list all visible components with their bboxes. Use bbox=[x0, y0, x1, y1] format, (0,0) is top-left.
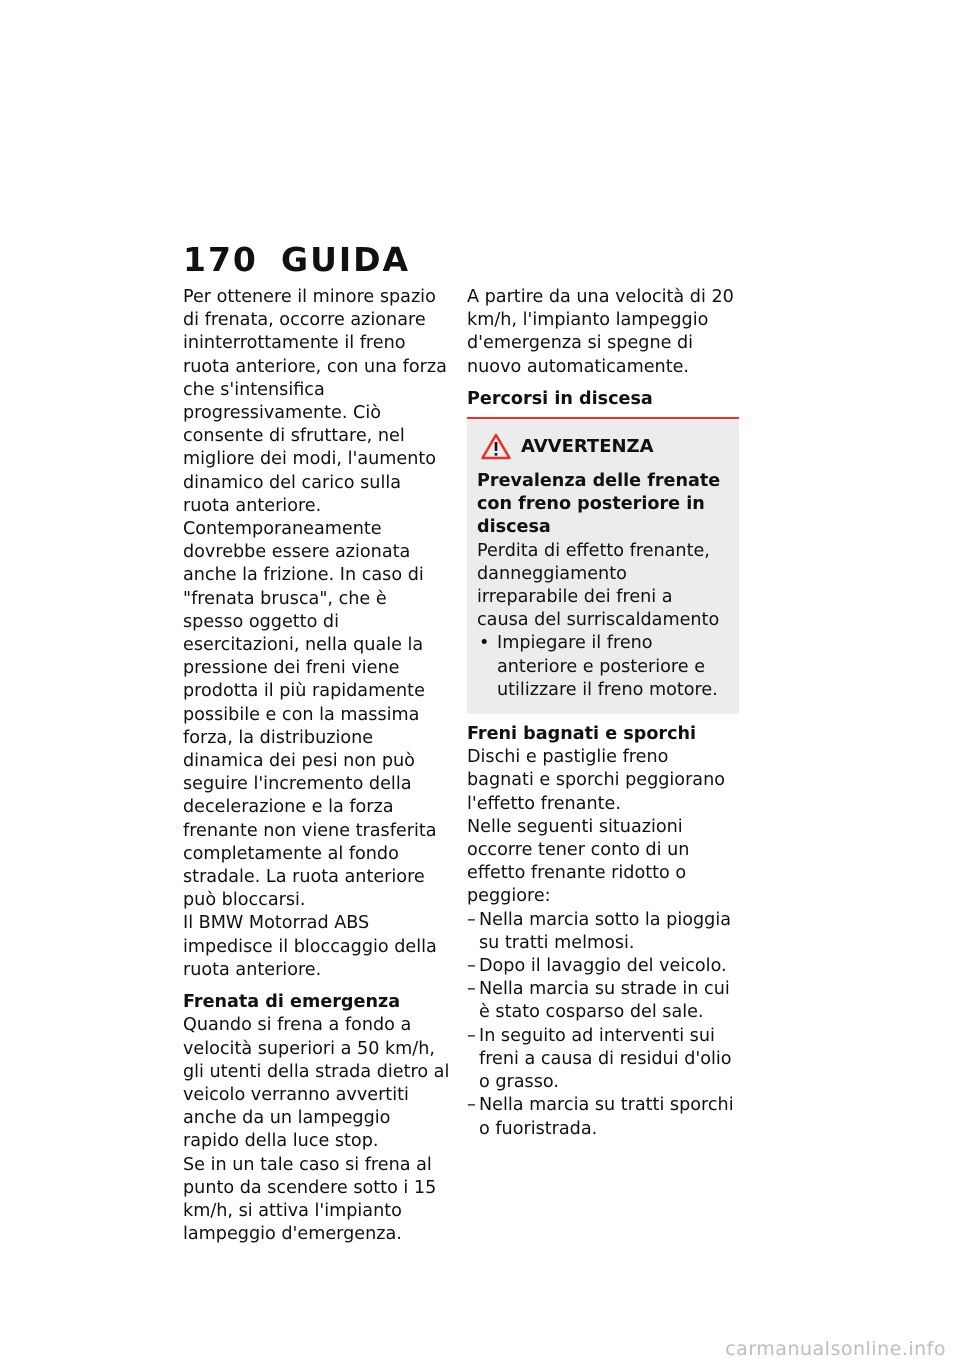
paragraph-wet-brakes: Dischi e pastiglie freno bagnati e sporchi peggiorano l'effetto frenante. bbox=[467, 747, 726, 814]
right-column bbox=[467, 286, 739, 1141]
list-item: – Nella marcia su tratti sporchi o fuoristrada. bbox=[467, 1094, 739, 1140]
situations-list bbox=[467, 909, 739, 1141]
warning-box bbox=[467, 419, 739, 714]
paragraph-optimal-braking: Per ottenere il minore spazio di frenata, occorre azionare ininterrottamente il freno ruota anteriore, con una forza che s'intensifica progressivamente. Ciò consente di sfruttare, nel migliore dei modi, l'aumento dinamico del carico sulla ruota anteriore. Contemporaneamente dovrebbe essere azionata anche la frizione. In caso di "frenata brusca", che è spesso oggetto di esercitazioni, nella quale la pressione dei freni viene prodotta il più rapidamente possibile e con la massima forza, la distribuzione dinamica dei pesi non può seguire l'incremento della decelerazione e la forza frenante non viene trasferita completamente al fondo stradale. La ruota anteriore può bloccarsi. bbox=[183, 287, 447, 911]
warning-header bbox=[481, 433, 729, 460]
paragraph-hazard-lights-continued: A partire da una velocità di 20 km/h, l'impianto lampeggio d'emergenza si spegne di nuovo automaticamente. bbox=[467, 287, 734, 377]
list-item: – In seguito ad interventi sui freni a causa di residui d'olio o grasso. bbox=[467, 1025, 739, 1095]
heading-emergency-braking: Frenata di emergenza bbox=[183, 992, 401, 1013]
warning-list bbox=[477, 632, 729, 702]
warning-title: AVVERTENZA bbox=[521, 435, 654, 457]
section-title: GUIDA bbox=[281, 240, 411, 279]
heading-descent: Percorsi in discesa bbox=[467, 388, 653, 409]
page-header bbox=[183, 240, 410, 280]
warning-triangle-icon bbox=[481, 433, 511, 460]
warning-subtitle: Prevalenza delle frenate con freno posteriore in discesa bbox=[477, 471, 721, 538]
paragraph-hazard-lights: Se in un tale caso si frena al punto da scendere sotto i 15 km/h, si attiva l'impianto lampeggio d'emergenza. bbox=[183, 1154, 437, 1245]
list-item: – Dopo il lavaggio del veicolo. bbox=[467, 955, 739, 978]
list-item: – Nella marcia sotto la pioggia su tratti melmosi. bbox=[467, 909, 739, 955]
list-item: – Nella marcia su strade in cui è stato cosparso del sale. bbox=[467, 978, 739, 1024]
heading-wet-brakes: Freni bagnati e sporchi bbox=[467, 724, 697, 745]
paragraph-situations-intro: Nelle seguenti situazioni occorre tener conto di un effetto frenante ridotto o peggiore: bbox=[467, 816, 690, 907]
left-column bbox=[183, 286, 451, 1246]
paragraph-abs: Il BMW Motorrad ABS impedisce il bloccaggio della ruota anteriore. bbox=[183, 913, 437, 980]
warning-bullet: • Impiegare il freno anteriore e posteriore e utilizzare il freno motore. bbox=[477, 632, 729, 702]
paragraph-brake-light: Quando si frena a fondo a velocità superiori a 50 km/h, gli utenti della strada dietro al veicolo verranno avvertiti anche da un lampeggio rapido della luce stop. bbox=[183, 1015, 450, 1152]
warning-text: Perdita di effetto frenante, danneggiamento irreparabile dei freni a causa del surriscaldamento bbox=[477, 540, 720, 631]
page-number: 170 bbox=[183, 240, 258, 279]
watermark: carmanualsonline.info bbox=[725, 1338, 946, 1360]
